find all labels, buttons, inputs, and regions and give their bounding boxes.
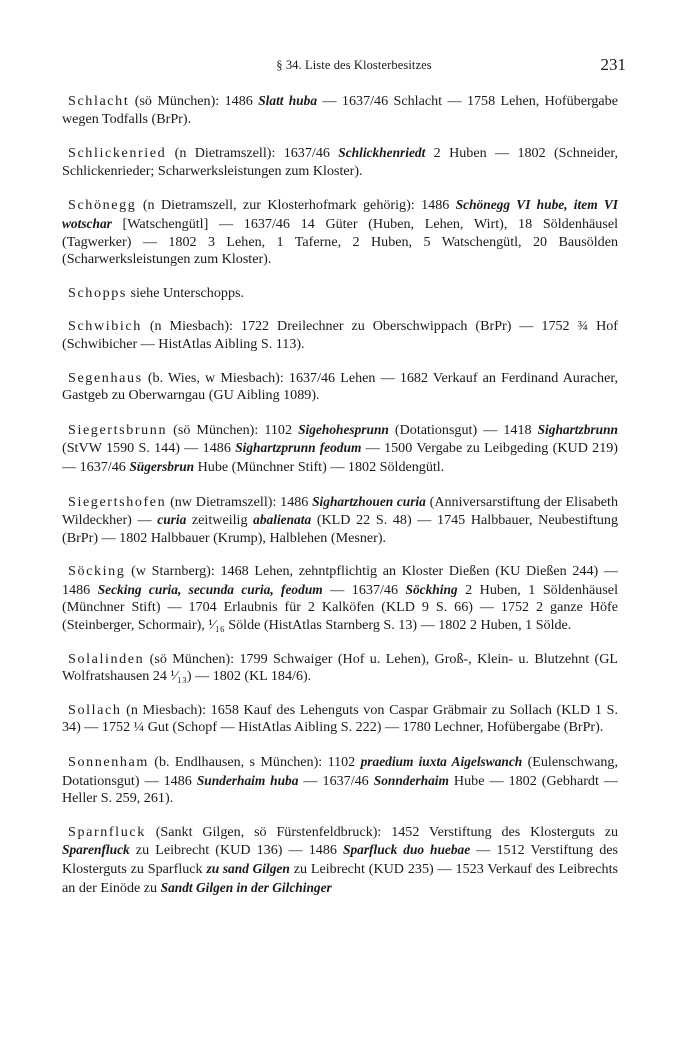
entry-text: 2 Huben, 1 Söldenhäusel (Münchner Stift) — 1704 Erlaubnis für 2 Kalköfen (KLD 9 S. 66) — 1752 2 ganze Höfe (Steinberger, Schormair), ¹⁄₁₆ Sölde (HistAtlas Starnberg S. 13) — 1802 2 Huben, 1 Sölde. <box>62 581 618 634</box>
source-quotation: Sügersbrun <box>129 458 195 474</box>
entry-paragraph <box>62 196 618 268</box>
entry-paragraph <box>62 318 618 353</box>
source-quotation: abalienata <box>253 512 312 528</box>
entry-text: (KLD 22 S. 48) — 1745 Halbbauer, Neubestiftung (BrPr) — 1802 Halbbauer (Krump), Halblehen (Mesner). <box>62 512 618 546</box>
entry-paragraph <box>62 824 618 897</box>
source-quotation: curia <box>157 512 187 528</box>
entry-text: (n Dietramszell): 1637/46 <box>166 145 339 162</box>
entry-text: (b. Endlhausen, s München): 1102 <box>148 754 361 771</box>
source-quotation: Schlickhenriedt <box>338 145 426 161</box>
entry-paragraph <box>62 702 618 737</box>
source-quotation: Sandt Gilgen in der Gilchinger <box>160 879 332 895</box>
place-name: Schlickenried <box>68 145 167 162</box>
place-name: Schwibich <box>68 318 142 335</box>
entry-paragraph <box>62 563 618 634</box>
entry-text: — 1637/46 Schlacht — 1758 Lehen, Hofübergabe wegen Todfalls (BrPr). <box>62 93 618 127</box>
entry-text: 2 Huben — 1802 (Schneider, Schlickenrieder; Scharwerksleistungen zum Kloster). <box>62 145 618 179</box>
source-quotation: Söckhing <box>405 581 458 597</box>
entry-text: — 1512 Verstiftung des Klosterguts zu Sparfluck <box>62 842 618 877</box>
place-name: Segenhaus <box>68 369 143 386</box>
source-quotation: Sighartzbrunn <box>537 421 618 437</box>
source-quotation: Sunderhaim huba <box>196 772 299 788</box>
entry-text: (sö München): 1102 <box>167 421 299 438</box>
entry-text: siehe Unterschopps. <box>126 284 244 301</box>
place-name: Sparnfluck <box>68 823 146 840</box>
page-number: 231 <box>600 55 626 74</box>
entry-text: (b. Wies, w Miesbach): 1637/46 Lehen — 1682 Verkauf an Ferdinand Auracher, Gastgeb zu Oberwarngau (GU Aibling 1089). <box>62 369 618 404</box>
source-quotation: Secking curia, secunda curia, feodum <box>97 581 323 597</box>
entry-list <box>62 92 618 913</box>
place-name: Söcking <box>68 563 126 580</box>
entry-text: (n Dietramszell, zur Klosterhofmark gehörig): 1486 <box>136 197 456 214</box>
place-name: Siegertsbrunn <box>68 421 168 438</box>
entry-paragraph <box>62 753 618 808</box>
entry-paragraph <box>62 370 618 405</box>
source-quotation: Sighartzhouen curia <box>312 493 426 509</box>
source-quotation: Sparfluck duo huebae <box>343 842 471 858</box>
entry-paragraph <box>62 421 618 477</box>
place-name: Solalinden <box>68 650 145 667</box>
entry-text: (nw Dietramszell): 1486 <box>166 493 313 510</box>
entry-text: zu Leibrecht (KUD 136) — 1486 <box>129 842 344 859</box>
entry-text: zu Leibrecht (KUD 235) — 1523 Verkauf des Leibrechts an der Einöde zu <box>62 861 619 896</box>
entry-text: (sö München): 1799 Schwaiger (Hof u. Lehen), Groß-, Klein- u. Blutzehnt (GL Wolfratshausen 24 ¹⁄₁₃) — 1802 (KL 184/6). <box>62 650 618 685</box>
source-quotation: Schönegg VI hube, item VI wotschar <box>62 197 618 231</box>
place-name: Schlacht <box>68 93 130 109</box>
entry-text: zeitweilig <box>186 512 254 529</box>
entry-text: (n Miesbach): 1658 Kauf des Lehenguts von Caspar Gräbmair zu Sollach (KLD 1 S. 34) — 1752 ¼ Gut (Schopf — HistAtlas Aibling S. 222) — 1780 Lechner, Hofübergabe (BrPr). <box>62 701 618 736</box>
place-name: Sonnenham <box>68 754 149 771</box>
entry-text: Hube (Münchner Stift) — 1802 Söldengütl. <box>194 458 445 475</box>
entry-text: (sö München): 1486 <box>129 93 259 109</box>
entry-text: (w Starnberg): 1468 Lehen, zehntpflichtig an Kloster Dießen (KU Dießen 244) — 1486 <box>62 563 618 598</box>
entry-text: — 1637/46 <box>322 581 406 598</box>
entry-text: (Dotationsgut) — 1418 <box>388 421 538 438</box>
entry-text: (Eulenschwang, Dotationsgut) — 1486 <box>62 754 618 789</box>
place-name: Schönegg <box>68 197 137 214</box>
entry-text: (n Miesbach): 1722 Dreilechner zu Oberschwippach (BrPr) — 1752 ¾ Hof (Schwibicher — HistAtlas Aibling S. 113). <box>62 318 618 352</box>
place-name: Sollach <box>68 701 122 718</box>
entry-text: — 1637/46 <box>298 772 374 789</box>
entry-paragraph <box>62 493 618 548</box>
entry-text: (StVW 1590 S. 144) — 1486 <box>62 440 236 457</box>
entry-text: — 1500 Vergabe zu Leibgeding (KUD 219) — 1637/46 <box>62 440 619 475</box>
section-title: § 34. Liste des Klosterbesitzes <box>276 58 432 72</box>
entry-text: (Sankt Gilgen, sö Fürstenfeldbruck): 1452 Verstiftung des Klosterguts zu <box>145 823 618 840</box>
entry-paragraph <box>62 92 618 128</box>
running-header <box>68 55 640 77</box>
entry-paragraph <box>62 144 618 180</box>
source-quotation: Slatt huba <box>258 93 318 108</box>
entry-text: [Watschengütl] — 1637/46 14 Güter (Huben, Lehen, Wirt), 18 Söldenhäusel (Tagwerker) — 1802 3 Lehen, 1 Taferne, 2 Huben, 5 Watschengütl, 20 Bausölden (Scharwerksleistungen zum Kloster). <box>62 215 618 268</box>
entry-paragraph <box>62 285 618 303</box>
source-quotation: Sigehohesprunn <box>298 421 389 437</box>
entry-text: (Anniversarstiftung der Elisabeth Wildeckher) — <box>62 493 618 529</box>
source-quotation: Sighartzprunn feodum <box>235 440 362 456</box>
entry-text: Hube — 1802 (Gebhardt — Heller S. 259, 261). <box>62 772 618 807</box>
source-quotation: praedium iuxta Aigelswanch <box>360 754 523 770</box>
place-name: Schopps <box>68 284 127 301</box>
source-quotation: Sonnderhaim <box>373 772 449 788</box>
source-quotation: zu sand Gilgen <box>206 861 290 876</box>
entry-paragraph <box>62 651 618 686</box>
place-name: Siegertshofen <box>68 493 167 510</box>
source-quotation: Sparenfluck <box>62 842 130 858</box>
